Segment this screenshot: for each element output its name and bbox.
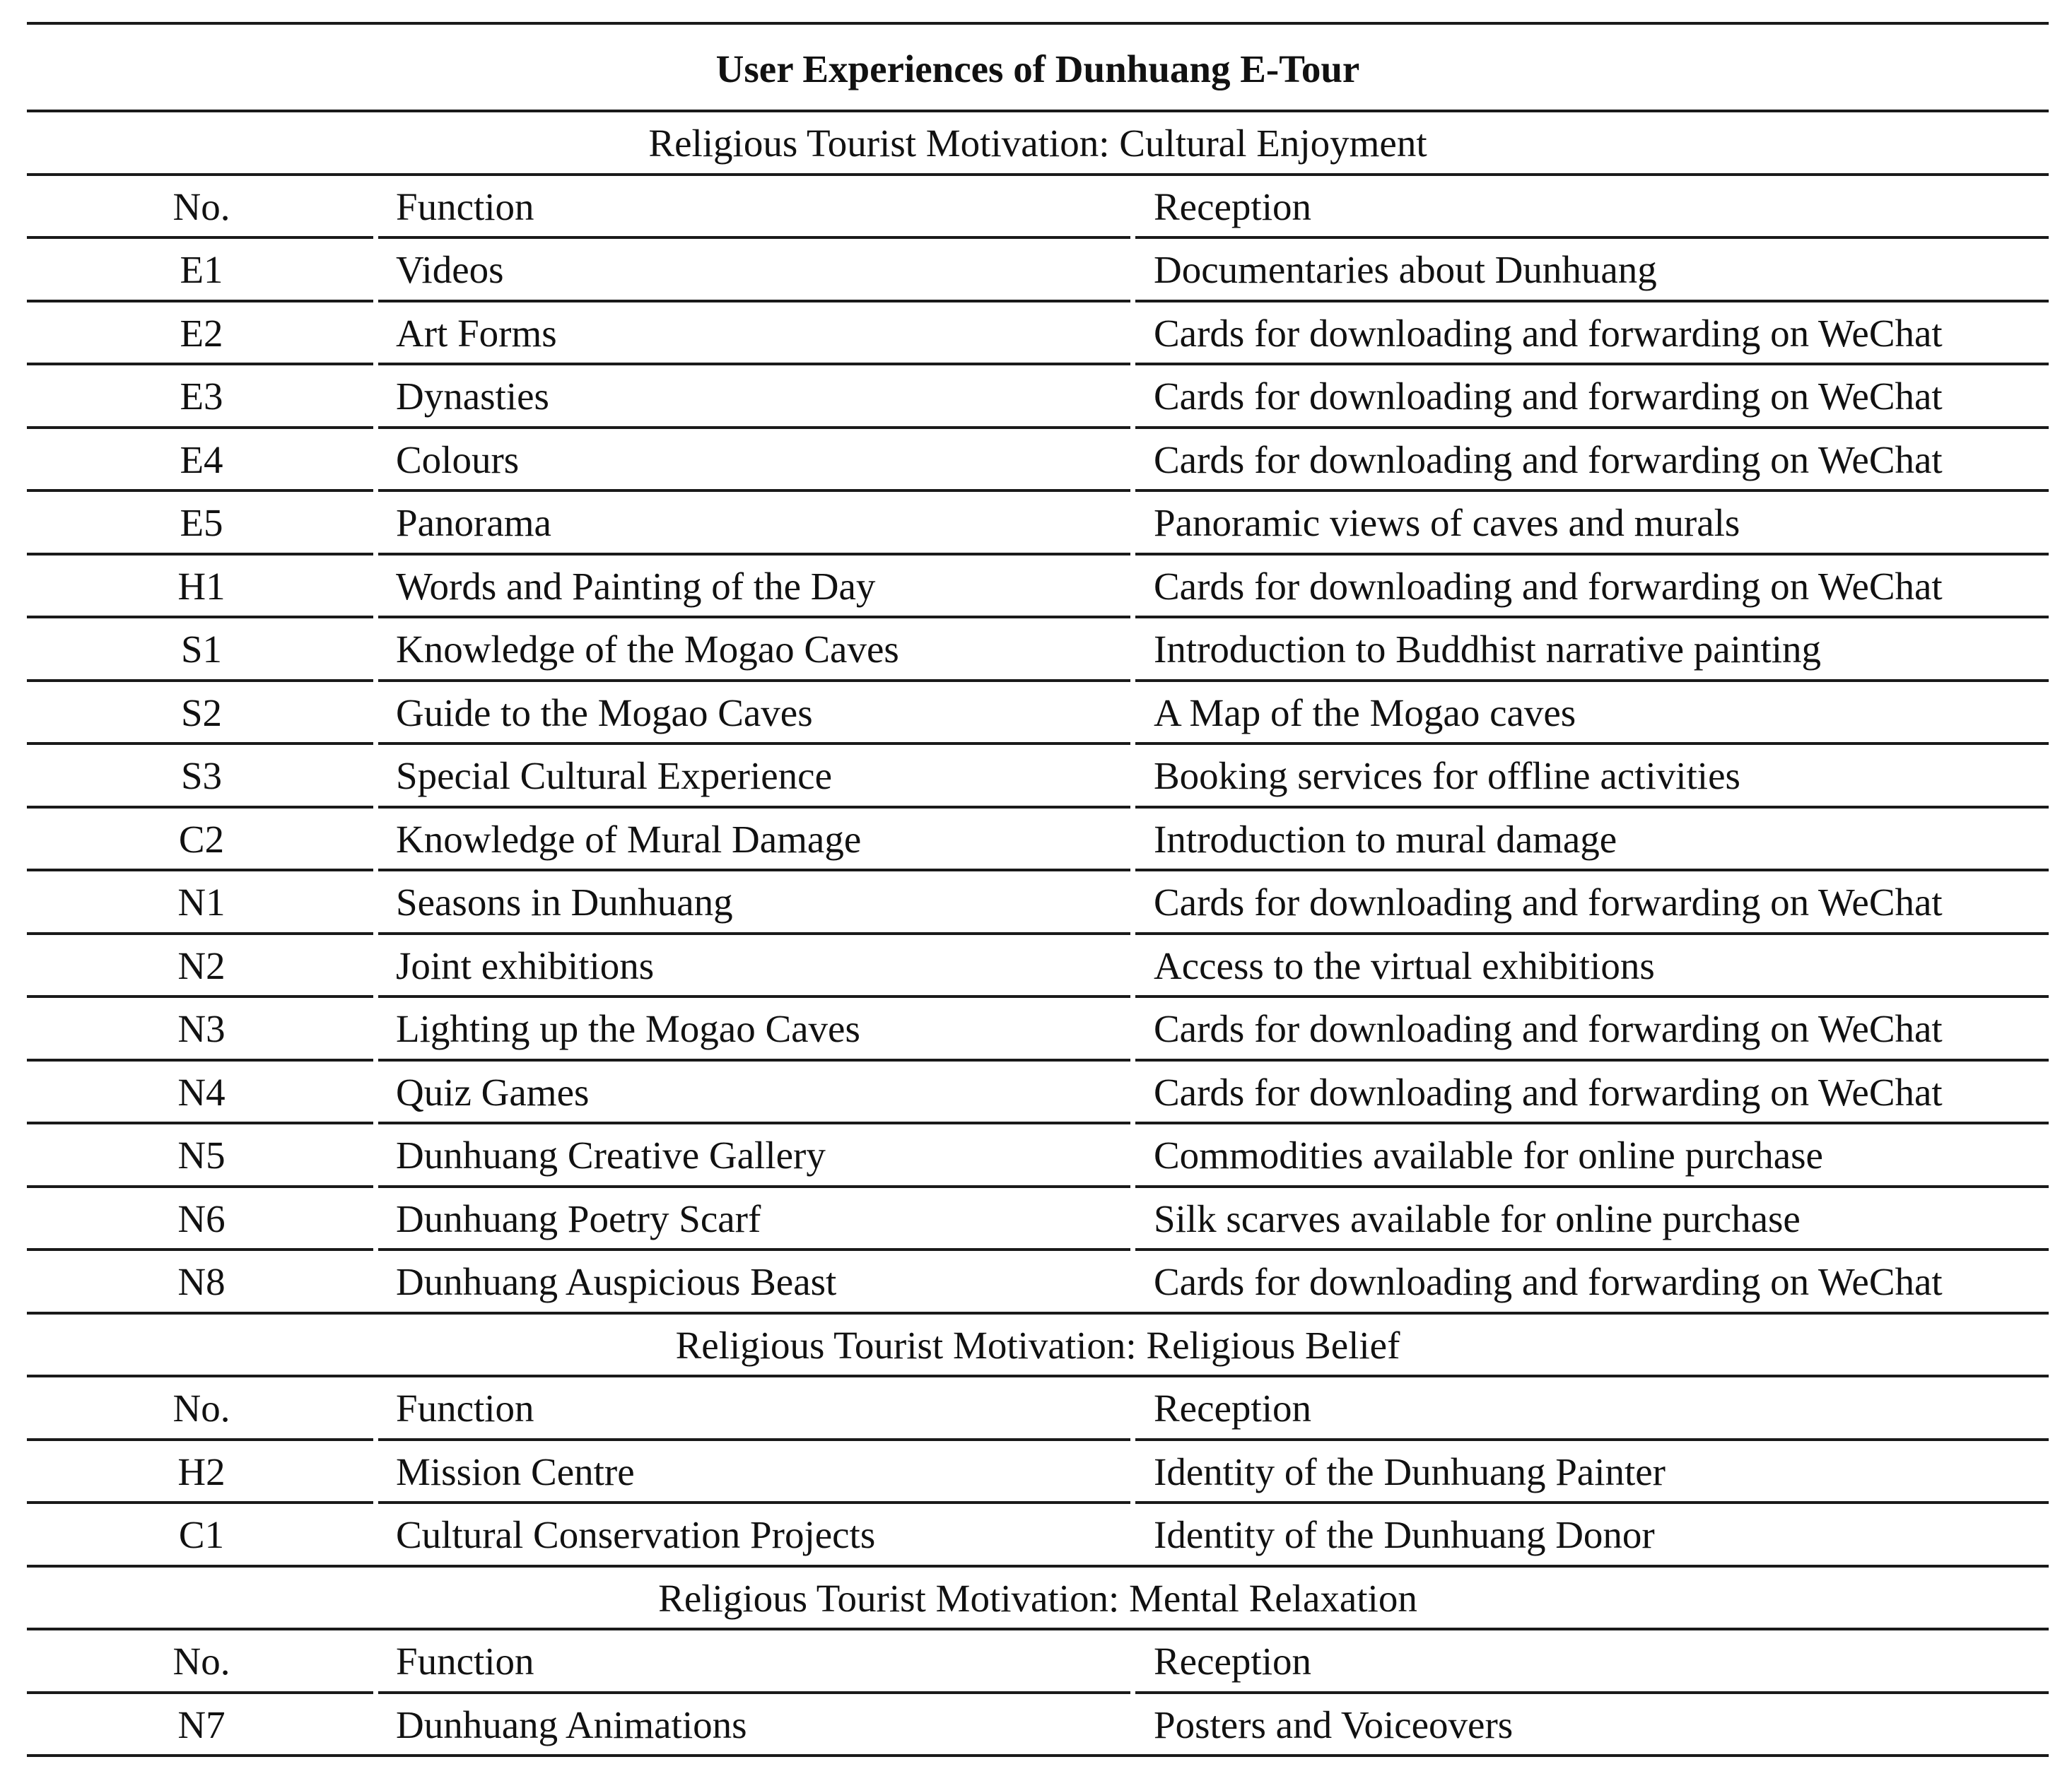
cell-no: N3 [177, 1006, 226, 1050]
cell-reception: Identity of the Dunhuang Donor [1154, 1512, 1655, 1556]
table-rule [27, 110, 2049, 112]
cell-no: C2 [178, 817, 225, 861]
table-rule [27, 1628, 2049, 1630]
section-heading: Religious Tourist Motivation: Religious Belief [675, 1323, 1400, 1367]
table-rule [1135, 1691, 2049, 1694]
table-row [0, 364, 2072, 428]
table-rule [378, 1185, 1130, 1188]
table-rule [378, 1248, 1130, 1251]
cell-reception: Booking services for offline activities [1154, 753, 1740, 797]
table-rule [27, 1438, 373, 1441]
cell-function: Lighting up the Mogao Caves [396, 1006, 860, 1050]
cell-function: Knowledge of the Mogao Caves [396, 627, 899, 671]
table-rule [378, 616, 1130, 618]
cell-function: Knowledge of Mural Damage [396, 817, 862, 861]
header-no: No. [172, 1386, 230, 1430]
table-rule [27, 300, 373, 302]
cell-no: E4 [180, 437, 223, 481]
table-rule [378, 236, 1130, 239]
cell-no: N4 [177, 1070, 226, 1114]
table-rule [378, 869, 1130, 871]
table-row [0, 301, 2072, 365]
section-heading: Religious Tourist Motivation: Cultural Enjoyment [648, 121, 1427, 165]
cell-reception: Cards for downloading and forwarding on WeChat [1154, 374, 1943, 418]
table-rule [27, 173, 2049, 176]
table-rule [27, 1375, 2049, 1377]
table-rule [1135, 1185, 2049, 1188]
table-row [0, 681, 2072, 744]
cell-reception: Cards for downloading and forwarding on WeChat [1154, 1070, 1943, 1114]
cell-reception: Cards for downloading and forwarding on WeChat [1154, 1006, 1943, 1050]
cell-no: E2 [180, 311, 223, 355]
table-rule [1135, 742, 2049, 745]
table-title: User Experiences of Dunhuang E-Tour [715, 47, 1360, 90]
table-rule [27, 22, 2049, 25]
table-rule [378, 1691, 1130, 1694]
table-rule [27, 1185, 373, 1188]
cell-reception: Documentaries about Dunhuang [1154, 247, 1657, 291]
table-rule [378, 426, 1130, 429]
table-row [0, 870, 2072, 934]
table-rule [378, 995, 1130, 998]
cell-no: E3 [180, 374, 223, 418]
cell-no: S1 [180, 627, 223, 671]
cell-function: Dunhuang Auspicious Beast [396, 1259, 837, 1303]
cell-function: Dunhuang Poetry Scarf [396, 1197, 761, 1240]
cell-function: Cultural Conservation Projects [396, 1512, 876, 1556]
table-rule [27, 679, 373, 682]
table-rule [378, 489, 1130, 492]
section-heading: Religious Tourist Motivation: Mental Relaxation [658, 1576, 1417, 1620]
cell-no: N6 [177, 1197, 226, 1240]
table-rule [1135, 426, 2049, 429]
cell-no: N1 [177, 880, 226, 924]
cell-reception: Introduction to Buddhist narrative painting [1154, 627, 1821, 671]
cell-reception: Cards for downloading and forwarding on WeChat [1154, 437, 1943, 481]
cell-reception: Cards for downloading and forwarding on WeChat [1154, 880, 1943, 924]
table-row [0, 617, 2072, 681]
cell-no: N2 [177, 944, 226, 987]
table-row [0, 743, 2072, 807]
table-rule [378, 1501, 1130, 1504]
cell-function: Words and Painting of the Day [396, 564, 876, 608]
header-reception: Reception [1154, 1639, 1311, 1683]
table-rule [27, 869, 373, 871]
cell-reception: A Map of the Mogao caves [1154, 690, 1576, 734]
table-row [0, 428, 2072, 491]
cell-no: S3 [180, 753, 223, 797]
column-header-row [0, 1629, 2072, 1693]
cell-function: Joint exhibitions [396, 944, 655, 987]
header-no: No. [172, 184, 230, 228]
cell-function: Videos [396, 247, 504, 291]
table-rule [1135, 616, 2049, 618]
table-rule [1135, 489, 2049, 492]
table-rule [27, 426, 373, 429]
table-rule [1135, 553, 2049, 556]
table-rule [378, 553, 1130, 556]
table-rule [27, 1122, 373, 1124]
table-row [0, 1187, 2072, 1250]
table-rule [27, 1248, 373, 1251]
table-rule [1135, 679, 2049, 682]
table-rule [27, 489, 373, 492]
section-heading-row [0, 1313, 2072, 1377]
cell-no: N8 [177, 1259, 226, 1303]
cell-no: H1 [177, 564, 226, 608]
table-rule [27, 932, 373, 935]
cell-reception: Access to the virtual exhibitions [1154, 944, 1655, 987]
table-row [0, 997, 2072, 1060]
cell-reception: Cards for downloading and forwarding on WeChat [1154, 311, 1943, 355]
column-header-row [0, 175, 2072, 238]
table-rule [378, 363, 1130, 365]
table-rule [1135, 806, 2049, 809]
table-row [0, 1503, 2072, 1566]
header-reception: Reception [1154, 184, 1311, 228]
table-row [0, 1250, 2072, 1313]
cell-function: Colours [396, 437, 520, 481]
table-rule [378, 1122, 1130, 1124]
table-row [0, 934, 2072, 997]
table-row [0, 1693, 2072, 1756]
table-row [0, 1060, 2072, 1124]
table-row [0, 807, 2072, 871]
table-rule [27, 553, 373, 556]
cell-reception: Cards for downloading and forwarding on WeChat [1154, 1259, 1943, 1303]
table-rule [1135, 995, 2049, 998]
cell-no: S2 [180, 690, 223, 734]
table-rule [27, 1501, 373, 1504]
cell-no: E1 [180, 247, 223, 291]
header-reception: Reception [1154, 1386, 1311, 1430]
table-rule [27, 1059, 373, 1062]
cell-no: N7 [177, 1703, 226, 1746]
cell-function: Quiz Games [396, 1070, 590, 1114]
table-rule [1135, 1059, 2049, 1062]
table-row [0, 1440, 2072, 1503]
table-rule [378, 932, 1130, 935]
table-rule [1135, 869, 2049, 871]
table-rule [27, 616, 373, 618]
cell-function: Dunhuang Animations [396, 1703, 747, 1746]
cell-reception: Panoramic views of caves and murals [1154, 500, 1740, 544]
cell-no: C1 [178, 1512, 225, 1556]
table-rule [27, 363, 373, 365]
table-row [0, 490, 2072, 554]
cell-function: Art Forms [396, 311, 557, 355]
cell-reception: Introduction to mural damage [1154, 817, 1617, 861]
table-rule [378, 679, 1130, 682]
table-rule [1135, 932, 2049, 935]
table-rule [378, 742, 1130, 745]
table-rule [378, 300, 1130, 302]
table-rule [27, 1565, 2049, 1568]
table-rule [27, 995, 373, 998]
cell-no: N5 [177, 1133, 226, 1177]
table-rule [27, 236, 373, 239]
table-rule [1135, 1438, 2049, 1441]
section-heading-row [0, 111, 2072, 175]
table-rule [1135, 300, 2049, 302]
cell-function: Mission Centre [396, 1450, 635, 1493]
cell-function: Seasons in Dunhuang [396, 880, 733, 924]
table-row [0, 1123, 2072, 1187]
table-rule [378, 806, 1130, 809]
table-rule [27, 1754, 2049, 1757]
table-rule [1135, 1501, 2049, 1504]
header-function: Function [396, 1386, 534, 1430]
table-title-row [0, 37, 2072, 100]
table-rule [1135, 363, 2049, 365]
cell-function: Dunhuang Creative Gallery [396, 1133, 826, 1177]
table-rule [27, 742, 373, 745]
table-rule [1135, 236, 2049, 239]
table-rule [1135, 1248, 2049, 1251]
header-function: Function [396, 184, 534, 228]
table-rule [27, 806, 373, 809]
table-row [0, 554, 2072, 618]
cell-reception: Silk scarves available for online purchase [1154, 1197, 1801, 1240]
cell-function: Guide to the Mogao Caves [396, 690, 813, 734]
table-rule [1135, 1122, 2049, 1124]
table-rule [378, 1438, 1130, 1441]
cell-function: Panorama [396, 500, 551, 544]
table-row [0, 237, 2072, 301]
cell-no: E5 [180, 500, 223, 544]
table-rule [27, 1691, 373, 1694]
cell-reception: Posters and Voiceovers [1154, 1703, 1514, 1746]
cell-function: Dynasties [396, 374, 549, 418]
cell-reception: Commodities available for online purchase [1154, 1133, 1823, 1177]
table-rule [27, 1312, 2049, 1315]
cell-reception: Cards for downloading and forwarding on WeChat [1154, 564, 1943, 608]
cell-function: Special Cultural Experience [396, 753, 832, 797]
table-rule [378, 1059, 1130, 1062]
section-heading-row [0, 1566, 2072, 1630]
header-no: No. [172, 1639, 230, 1683]
header-function: Function [396, 1639, 534, 1683]
cell-reception: Identity of the Dunhuang Painter [1154, 1450, 1666, 1493]
column-header-row [0, 1376, 2072, 1440]
cell-no: H2 [177, 1450, 226, 1493]
